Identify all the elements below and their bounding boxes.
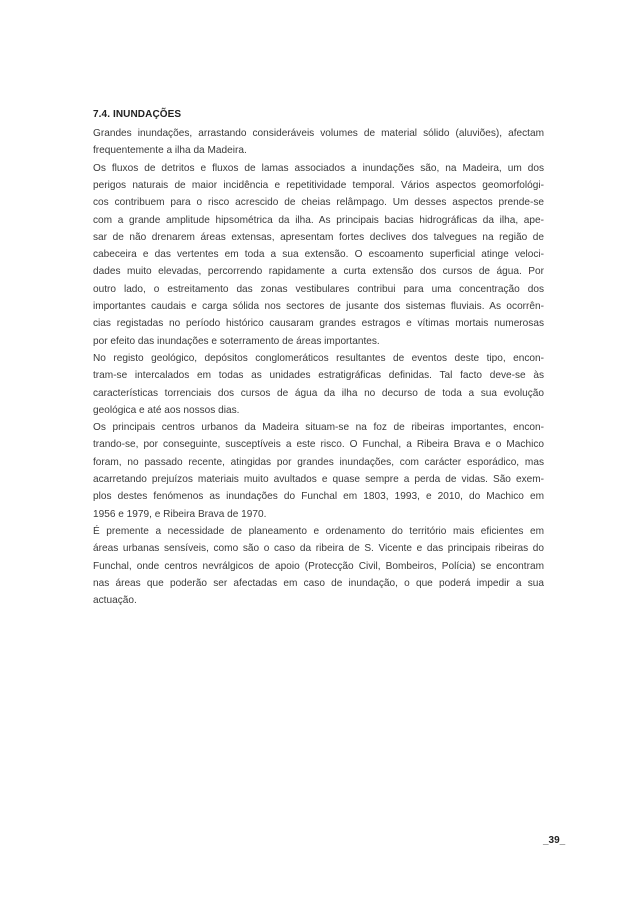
body-line: cabeceira e das vertentes em toda a sua extensão. O escoamento superficial atinge veloci- [93, 249, 544, 261]
body-line: características torrenciais dos cursos de água da ilha no decurso de toda a sua evolução [93, 387, 544, 399]
body-line: trando-se, por conseguinte, susceptíveis a este risco. O Funchal, a Ribeira Brava e o Machico [93, 439, 544, 451]
body-line: tram-se intercalados em todas as unidades estratigráficas definidas. Tal facto deve-se às [93, 370, 544, 382]
body-line: frequentemente a ilha da Madeira. [93, 145, 247, 157]
body-line: actuação. [93, 595, 137, 607]
body-line: foram, no passado recente, atingidas por grandes inundações, com carácter esporádico, mas [93, 456, 544, 468]
body-line: geológica e até aos nossos dias. [93, 404, 240, 416]
body-line: cos contribuem para o risco acrescido de cheias relâmpago. Um desses aspectos prende-se [93, 197, 544, 209]
body-line: importantes caudais e carga sólida nos sectores de jusante dos sistemas fluviais. As ocorrên- [93, 301, 544, 312]
body-line: dades muito elevadas, percorrendo rapidamente a curta extensão dos cursos de água. Por [93, 266, 544, 278]
body-line: Os fluxos de detritos e fluxos de lamas associados a inundações são, na Madeira, um dos [93, 162, 544, 174]
body-line: Grandes inundações, arrastando consideráveis volumes de material sólido (aluviões), afectam [93, 128, 544, 139]
body-line: No registo geológico, depósitos conglomeráticos resultantes de eventos deste tipo, encon- [93, 352, 544, 364]
body-line: nas áreas que poderão ser afectadas em caso de inundação, o que poderá impedir a sua [93, 577, 544, 589]
body-line: com a grande amplitude hipsométrica da ilha. As principais bacias hidrográficas da ilha, ape- [93, 214, 544, 226]
body-line: É premente a necessidade de planeamento e ordenamento do território mais eficientes em [93, 525, 544, 537]
body-line: outro lado, o estreitamento das zonas vestibulares contribui para uma concentração dos [93, 283, 544, 295]
body-line: acarretando prejuízos materiais muito avultados e quase sempre a perda de vidas. São exem- [93, 474, 544, 485]
body-line: Os principais centros urbanos da Madeira situam-se na foz de ribeiras importantes, encon- [93, 422, 544, 434]
body-line: 1956 e 1979, e Ribeira Brava de 1970. [93, 508, 267, 520]
body-line: plos destes fenómenos as inundações do Funchal em 1803, 1993, e 2010, do Machico em [93, 491, 544, 503]
section-heading: 7.4. INUNDAÇÕES [93, 109, 182, 120]
page-number: _39_ [543, 835, 566, 846]
body-line: Funchal, onde centros nevrálgicos de apoio (Protecção Civil, Bombeiros, Polícia) se encontram [93, 560, 544, 572]
body-line: por efeito das inundações e soterramento de áreas importantes. [93, 335, 380, 347]
body-line: perigos naturais de maior incidência e repetitividade temporal. Vários aspectos geomorfológi- [93, 179, 544, 191]
body-line: sar de não drenarem áreas extensas, apresentam fortes declives dos talvegues na região de [93, 231, 544, 243]
body-line: cias registadas no período histórico causaram grandes estragos e vítimas mortais numerosas [93, 318, 544, 330]
body-line: áreas urbanas sensíveis, como são o caso da ribeira de S. Vicente e das principais ribeiras do [93, 543, 544, 555]
